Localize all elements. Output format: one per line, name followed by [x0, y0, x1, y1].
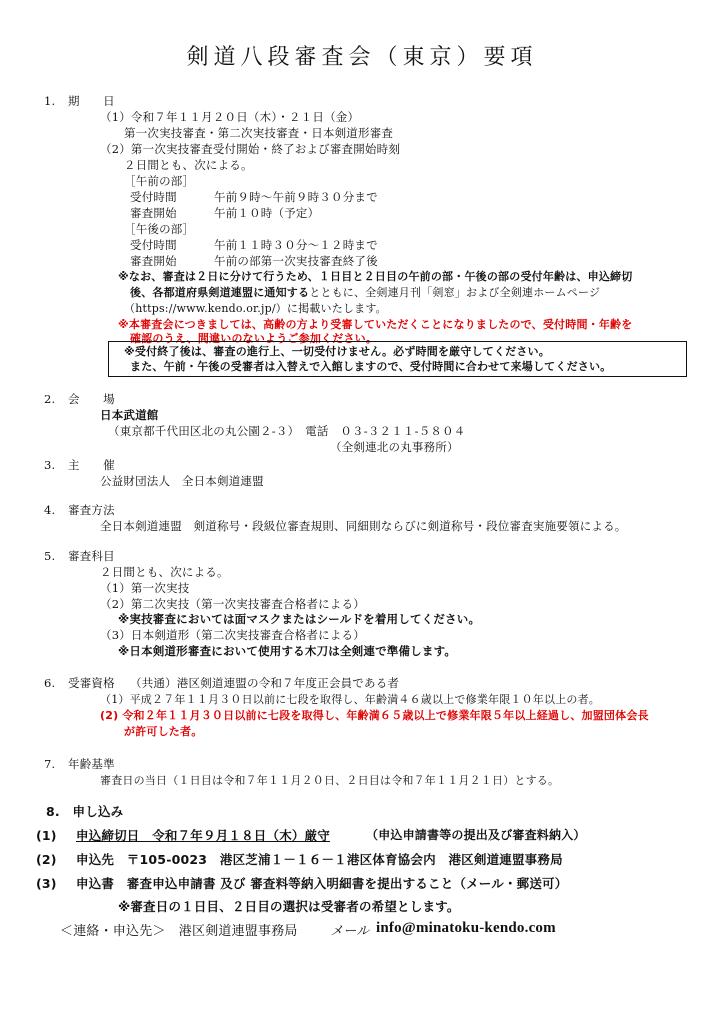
mask-notice: ※実技審査においては面マスクまたはシールドを着用してください。 — [118, 612, 481, 626]
age-notice-bold: 後、各都道府県剣道連盟に通知する — [130, 286, 310, 299]
age-notice-line-1: ※なお、審査は２日に分けて行うため、１日目と２日目の午前の部・午後の部の受付年齢は、申込締切 — [118, 270, 633, 283]
reception-warning-line-2: また、午前・午後の受審者は入替えで入館しますので、受付時間に合わせて来場してください。 — [130, 360, 612, 373]
section-8-heading: 8. 申し込み — [46, 804, 124, 819]
apply-deadline: 申込締切日 令和７年９月１８日（木）厳守 — [76, 828, 331, 843]
section-5-number: 5. — [44, 549, 56, 563]
subject-1: （1）第一次実技 — [100, 581, 190, 595]
apply-1-number: (1) — [36, 828, 57, 843]
pm-start-label: 審査開始 — [130, 254, 177, 268]
age-notice-line-3: （https://www.kendo.or.jp/）に掲載いたします。 — [124, 302, 387, 315]
subject-2: （2）第二次実技（第一次実技審査合格者による） — [100, 597, 365, 611]
priority-notice-line-2: 確認のうえ、間違いのないようご参加ください。 — [130, 332, 378, 345]
section-7-number: 7. — [44, 757, 56, 771]
venue-name: 日本武道館 — [100, 408, 159, 422]
contact-email[interactable]: info@minatoku-kendo.com — [376, 920, 556, 936]
section-6-heading: 受審資格 — [68, 676, 115, 690]
section-2-heading: 会 場 — [68, 392, 115, 406]
section-1-number: 1. — [44, 94, 56, 108]
date-line: （1）令和７年１１月２０日（木）・２１日（金） — [100, 110, 360, 124]
eligibility-2-line-1: (2) 令和２年１１月３０日以前に七段を取得し、年齢満６５歳以上で修業年限５年以上経過し、加盟団体会長 — [100, 709, 649, 722]
age-notice-line-2 — [130, 285, 600, 300]
subjects-both-days: ２日間とも、次による。 — [100, 565, 229, 579]
eligibility-common: （共通）港区剣道連盟の令和７年度正会員である者 — [130, 676, 400, 690]
date-subjects: 第一次実技審査・第二次実技審査・日本剣道形審査 — [124, 126, 394, 140]
am-start-value: 午前１０時（予定） — [214, 206, 320, 220]
exam-method: 全日本剣道連盟 剣道称号・段級位審査規則、同細則ならびに剣道称号・段位審査実施要領による。 — [100, 519, 627, 533]
am-start-label: 審査開始 — [130, 206, 177, 220]
age-notice-rest: とともに、全剣連月刊「剣窓」および全剣連ホームページ — [309, 286, 601, 299]
contact-label: ＜連絡・申込先＞ 港区剣道連盟事務局 — [60, 924, 298, 939]
reception-heading: （2）第一次実技審査受付開始・終了および審査開始時刻 — [100, 142, 401, 156]
section-3-heading: 主 催 — [68, 458, 115, 472]
section-3-number: 3. — [44, 458, 56, 472]
mail-label: メール — [330, 924, 370, 939]
eligibility-2-line-2: が許可した者。 — [124, 725, 203, 738]
am-session-label: ［午前の部］ — [124, 174, 195, 188]
organizer: 公益財団法人 全日本剣道連盟 — [100, 474, 264, 488]
pm-session-label: ［午後の部］ — [124, 222, 195, 236]
subject-3: （3）日本剣道形（第二次実技審査合格者による） — [100, 628, 365, 642]
section-2-number: 2. — [44, 392, 56, 406]
apply-3-number: (3) — [36, 876, 57, 891]
apply-2-number: (2) — [36, 852, 57, 867]
section-4-heading: 審査方法 — [68, 503, 115, 517]
pm-reception-value: 午前１１時３０分～１２時まで — [214, 238, 378, 252]
bokuto-notice: ※日本剣道形審査において使用する木刀は全剣連で準備します。 — [118, 644, 457, 658]
age-standard: 審査日の当日（１日目は令和７年１１月２０日、２日目は令和７年１１月２１日）とする。 — [100, 774, 560, 787]
apply-day-selection-note: ※審査日の１日目、２日目の選択は受審者の希望とします。 — [118, 899, 460, 914]
section-6-number: 6. — [44, 676, 56, 690]
am-reception-label: 受付時間 — [130, 190, 177, 204]
priority-notice-line-1: ※本審査会につきましては、高齢の方より受審していただくことになりましたので、受付時間・年齢を — [118, 318, 633, 331]
apply-deadline-note: （申込申請書等の提出及び審査料納入） — [366, 828, 586, 842]
apply-forms: 申込書 審査申込申請書 及び 審査料等納入明細書を提出すること（メール・郵送可） — [76, 876, 568, 891]
page-title: 剣道八段審査会（東京）要項 — [186, 45, 538, 70]
eligibility-1: （1）平成２７年１１月３０日以前に七段を取得し、年齢満４６歳以上で修業年限１０年以上の者。 — [100, 693, 600, 706]
section-1-heading: 期 日 — [68, 94, 115, 108]
venue-address: （東京都千代田区北の丸公園２-３） 電話 ０３-３２１１-５８０４ — [108, 424, 466, 438]
reception-warning-line-1: ※受付終了後は、審査の進行上、一切受付けません。必ず時間を厳守してください。 — [124, 345, 550, 358]
am-reception-value: 午前９時～午前９時３０分まで — [214, 190, 378, 204]
reception-both-days: ２日間とも、次による。 — [124, 158, 253, 172]
pm-reception-label: 受付時間 — [130, 238, 177, 252]
section-4-number: 4. — [44, 503, 56, 517]
section-7-heading: 年齢基準 — [68, 757, 115, 771]
apply-address: 申込先 〒105-0023 港区芝浦１－１６－１港区体育協会内 港区剣道連盟事務局 — [76, 852, 563, 867]
pm-start-value: 午前の部第一次実技審査終了後 — [214, 254, 378, 268]
section-5-heading: 審査科目 — [68, 549, 115, 563]
venue-office: （全剣連北の丸事務所） — [330, 440, 459, 454]
